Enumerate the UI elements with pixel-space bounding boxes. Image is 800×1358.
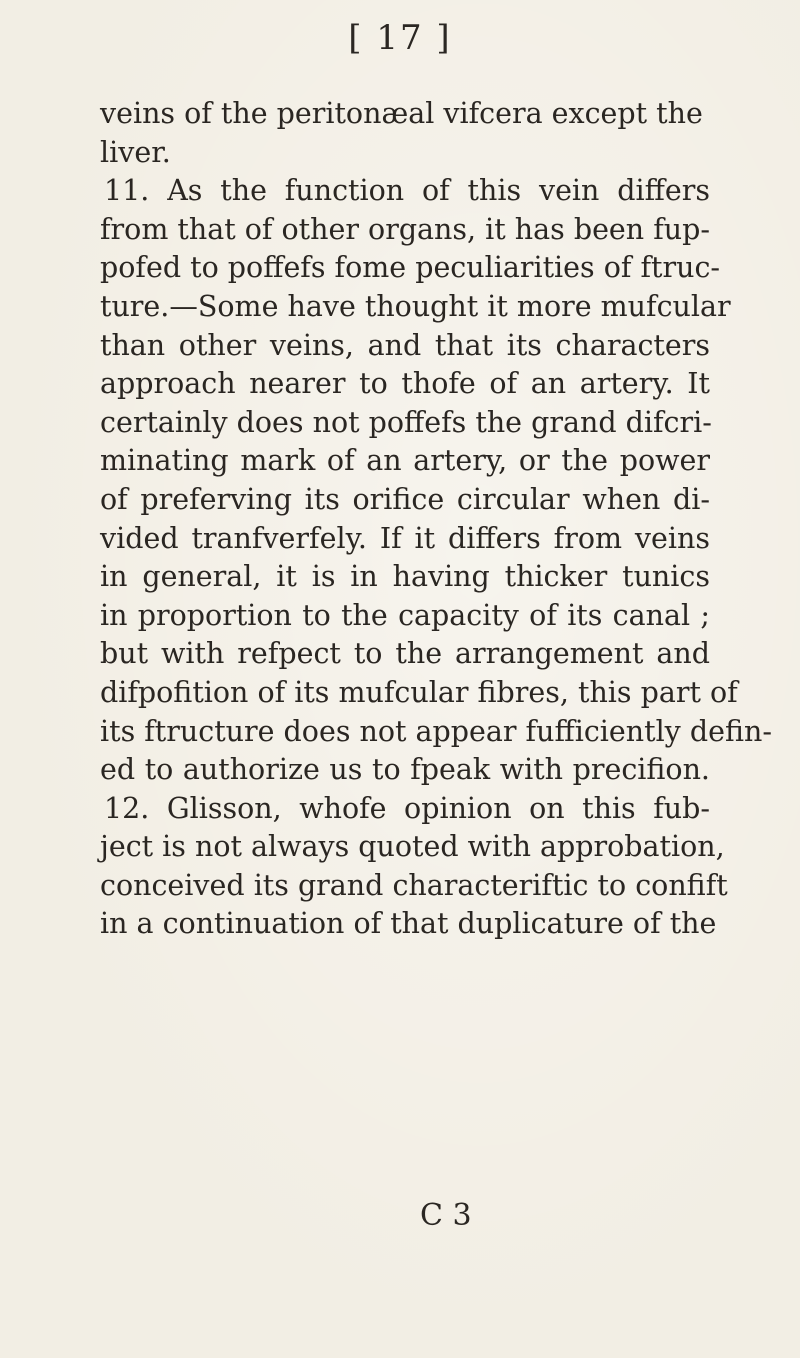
text-line: veins of the peritonæal vifcera except the (100, 97, 703, 130)
text-line: conceived its grand characteriftic to confift (100, 868, 728, 902)
text-line: ject is not always quoted with approbation, (100, 830, 725, 864)
text-line: of preferving its orifice circular when di- (100, 482, 710, 516)
text-line: pofed to poffefs fome peculiarities of ftruc- (100, 251, 721, 285)
text-line: in proportion to the capacity of its canal ; (100, 598, 710, 632)
text-line: ed to authorize us to fpeak with precifion. (100, 753, 710, 787)
text-line: but with refpect to the arrangement and (100, 637, 710, 671)
text-line: minating mark of an artery, or the power (100, 444, 710, 478)
paragraph-11-start: 11. As the function of this vein differs (104, 174, 710, 208)
text-line: ture.—Some have thought it more mufcular (100, 289, 731, 323)
text-line: in general, it is in having thicker tunics (100, 560, 710, 594)
body-text (100, 95, 772, 944)
text-line: difpofition of its mufcular fibres, this part of (100, 675, 738, 709)
text-line: from that of other organs, it has been fup- (100, 212, 710, 246)
text-line: approach nearer to thofe of an artery. It (100, 367, 710, 401)
text-line: in a continuation of that duplicature of the (100, 907, 717, 941)
text-line: its ftructure does not appear fufficiently defin- (100, 714, 772, 748)
text-line: certainly does not poffefs the grand difcri- (100, 405, 712, 439)
text-line: vided tranfverfely. If it differs from veins (100, 521, 710, 555)
text-line: than other veins, and that its characters (100, 328, 710, 362)
text-line: liver. (100, 135, 171, 169)
signature-mark: C 3 (420, 1198, 472, 1233)
paragraph-12-start: 12. Glisson, whofe opinion on this fub- (104, 791, 710, 825)
page-number: [ 17 ] (348, 18, 452, 58)
